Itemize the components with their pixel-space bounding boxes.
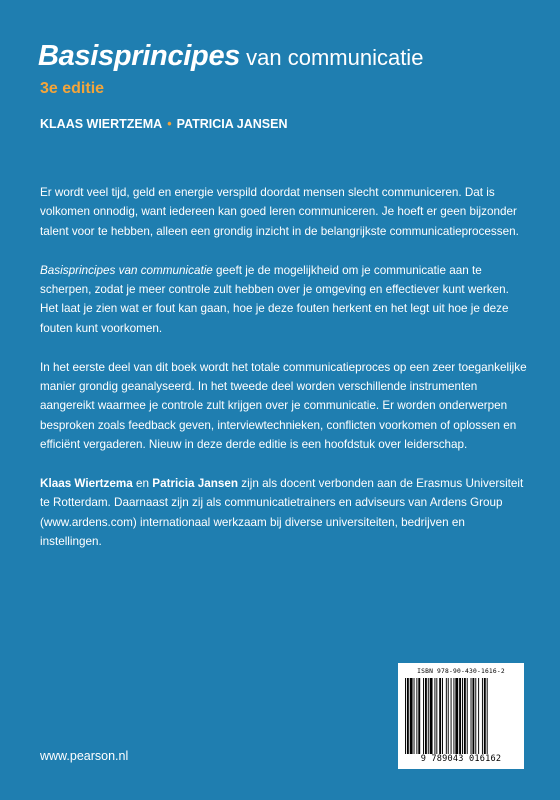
barcode-bar bbox=[439, 678, 441, 754]
title-main: Basisprincipes bbox=[38, 40, 241, 72]
blurb-paragraph-3: In het eerste deel van dit boek wordt het totale communicatieproces op een zeer toegankelijke manier grondig geanalyseerd. In het tweede deel worden verschillende instrumenten aangereikt waarmee je controle zult krijgen over je communicatie. Er worden onderwerpen besproken zoals feedback geven, interviewtechnieken, conflicten voorkomen of oplossen en efficiënt vergaderen. Nieuw in deze derde editie is een hoofdstuk over leiderschap. bbox=[40, 360, 527, 452]
barcode-bar bbox=[453, 678, 454, 754]
publisher-url: www.pearson.nl bbox=[40, 749, 129, 763]
blurb-book-title: Basisprincipes van communicatie bbox=[40, 263, 213, 277]
barcode-bar bbox=[436, 678, 437, 754]
ean-digits: 9 789043 016162 bbox=[420, 754, 502, 764]
barcode-bar bbox=[484, 678, 486, 754]
barcode-bar bbox=[410, 678, 413, 754]
blurb-paragraph-2-text: geeft je de mogelijkheid om je communicatie aan te scherpen, zodat je meer controle zult hebben over je omgeving en effectiever kunt werken. Het laat je zien wat er fout kan gaan, hoe je deze fouten herkent en het legt uit hoe je deze fouten kunt voorkomen. bbox=[40, 263, 509, 335]
author-name-2: PATRICIA JANSEN bbox=[176, 117, 288, 131]
title-subtitle: van communicatie bbox=[246, 45, 424, 70]
blurb-paragraph-4 bbox=[40, 474, 528, 552]
barcode-bar bbox=[462, 678, 463, 754]
author-name-1: KLAAS WIERTZEMA bbox=[40, 117, 163, 131]
barcode-bar bbox=[472, 678, 474, 754]
blurb-paragraph-2 bbox=[40, 261, 528, 339]
barcode-bars bbox=[405, 678, 517, 754]
barcode-bar bbox=[446, 678, 447, 754]
barcode-bar bbox=[405, 678, 406, 754]
isbn-barcode bbox=[398, 663, 524, 769]
barcode-bar bbox=[467, 678, 468, 754]
barcode-bar bbox=[430, 678, 433, 754]
blurb-paragraph-1: Er wordt veel tijd, geld en energie verspild doordat mensen slecht communiceren. Dat is volkomen onnodig, want iedereen kan goed leren communiceren. Je hoeft er geen bijzonder talent voor te hebben, alleen een grondig inzicht in de belangrijkste communicatieprocessen. bbox=[40, 186, 519, 238]
blurb-paragraph-4-text: zijn als docent verbonden aan de Erasmus Universiteit te Rotterdam. Daarnaast zijn zij als communicatietrainers en adviseurs van Ardens Group (www.ardens.com) internationaal werkzaam bij diverse universiteiten, bedrijven en instellingen. bbox=[40, 477, 524, 549]
barcode-bar bbox=[455, 678, 458, 754]
barcode-bar bbox=[416, 678, 417, 754]
barcode-bar bbox=[442, 678, 443, 754]
author-line bbox=[40, 117, 288, 131]
blurb-author-1: Klaas Wiertzema bbox=[40, 477, 133, 491]
barcode-bar bbox=[451, 678, 452, 754]
barcode-bar bbox=[425, 678, 427, 754]
barcode-bar bbox=[423, 678, 424, 754]
barcode-bar bbox=[478, 678, 479, 754]
barcode-bar bbox=[459, 678, 461, 754]
blurb-and: en bbox=[132, 477, 153, 491]
isbn-label: ISBN 978-90-430-1616-2 bbox=[417, 668, 505, 675]
barcode-bar bbox=[428, 678, 429, 754]
barcode-bar bbox=[482, 678, 483, 754]
barcode-bar bbox=[407, 678, 409, 754]
barcode-bar bbox=[418, 678, 420, 754]
barcode-bar bbox=[475, 678, 476, 754]
barcode-bar bbox=[464, 678, 466, 754]
barcode-bar bbox=[471, 678, 472, 754]
barcode-bar bbox=[448, 678, 449, 754]
book-title bbox=[38, 40, 423, 73]
edition-label: 3e editie bbox=[40, 80, 105, 97]
barcode-bar bbox=[434, 678, 435, 754]
barcode-bar bbox=[487, 678, 488, 754]
barcode-bar bbox=[414, 678, 415, 754]
blurb-author-2: Patricia Jansen bbox=[152, 477, 239, 491]
blurb-text bbox=[40, 183, 528, 571]
author-separator: • bbox=[167, 117, 172, 131]
